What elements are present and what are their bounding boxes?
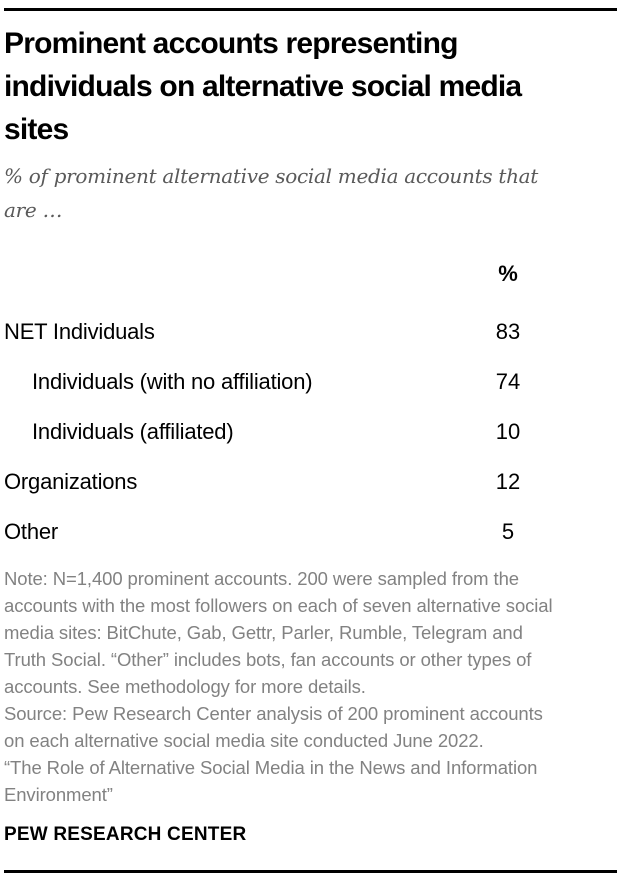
- table-row: [4, 307, 620, 357]
- row-value: 10: [495, 419, 521, 444]
- chart-subtitle-line: are …: [4, 198, 63, 222]
- row-label: Individuals (with no affiliation): [32, 369, 313, 394]
- row-value: 12: [495, 469, 521, 494]
- note-text-line: accounts. See methodology for more details.: [4, 676, 366, 697]
- note-text-line: Truth Social. “Other” includes bots, fan accounts or other types of: [4, 649, 532, 670]
- table-body: [4, 307, 620, 557]
- data-table: [4, 247, 620, 557]
- bottom-rule: [4, 870, 617, 873]
- table-row: [4, 457, 620, 507]
- row-value: 5: [501, 519, 515, 544]
- chart-title-line: Prominent accounts representing: [4, 27, 458, 60]
- table-row: [4, 507, 620, 557]
- row-label: Individuals (affiliated): [32, 419, 234, 444]
- row-label: Organizations: [4, 469, 138, 494]
- note-text-line: media sites: BitChute, Gab, Gettr, Parler, Rumble, Telegram and: [4, 622, 523, 643]
- chart-title: [4, 22, 620, 151]
- row-value: 74: [495, 369, 521, 394]
- source-text-line: Source: Pew Research Center analysis of 200 prominent accounts: [4, 703, 543, 724]
- row-label: Other: [4, 519, 59, 544]
- chart-title-line: individuals on alternative social media: [4, 70, 522, 103]
- table-row: [4, 407, 620, 457]
- source-text-line: on each alternative social media site conducted June 2022.: [4, 730, 484, 751]
- percent-column-header: %: [498, 261, 518, 286]
- row-value: 83: [495, 319, 521, 344]
- table-row: [4, 357, 620, 407]
- top-rule: [4, 8, 617, 11]
- table-header-row: [4, 247, 620, 289]
- note-text-line: Note: N=1,400 prominent accounts. 200 were sampled from the: [4, 568, 519, 589]
- chart-title-line: sites: [4, 113, 69, 146]
- report-title-line: “The Role of Alternative Social Media in the News and Information: [4, 757, 538, 778]
- pew-research-center-branding: PEW RESEARCH CENTER: [4, 824, 247, 845]
- footnotes: [4, 565, 620, 808]
- note-text-line: accounts with the most followers on each of seven alternative social: [4, 595, 553, 616]
- chart-subtitle-line: % of prominent alternative social media accounts that: [4, 164, 539, 188]
- chart-subtitle: [4, 159, 620, 227]
- report-title-line: Environment”: [4, 784, 113, 805]
- row-label: NET Individuals: [4, 319, 155, 344]
